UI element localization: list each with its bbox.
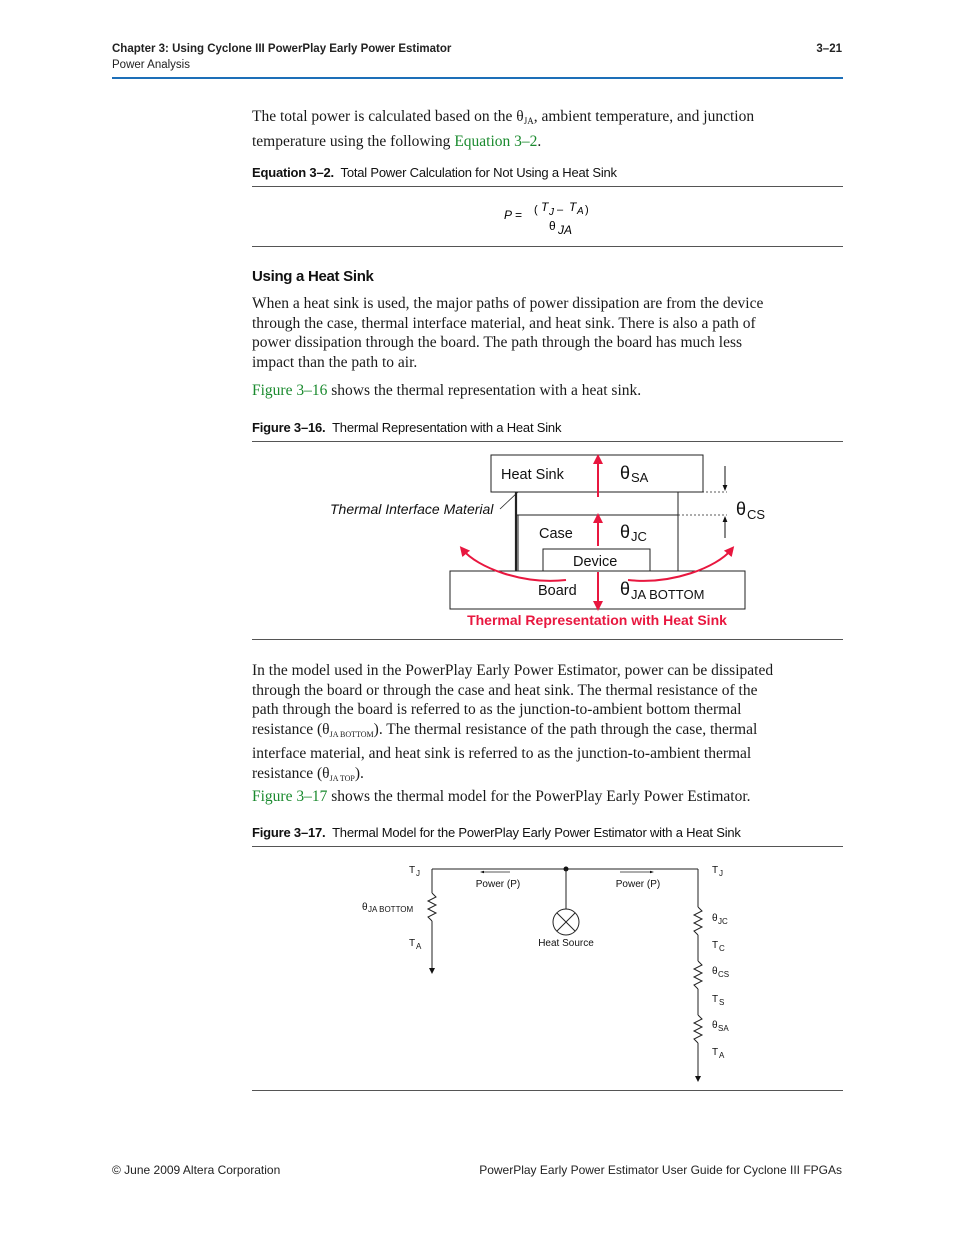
theta-jc-sub: JC	[631, 529, 647, 544]
theta-jc-symbol: θ	[620, 522, 631, 542]
page-number: 3–21	[816, 43, 842, 55]
heat-source-label: Heat Source	[538, 938, 594, 949]
figure16-diagram	[252, 442, 852, 640]
left-ta-t: T	[409, 938, 416, 949]
eq-open: (	[534, 204, 538, 216]
equation-formula	[490, 193, 610, 243]
eq-tj-sub: J	[549, 207, 554, 218]
tc-sub: C	[719, 944, 725, 953]
eq-den-sub: JA	[558, 223, 573, 237]
theta-ja-bottom-sub: JA BOTTOM	[631, 587, 705, 602]
tim-label: Thermal Interface Material	[330, 501, 494, 517]
power-left-label: Power (P)	[475, 879, 521, 890]
footer-left: © June 2009 Altera Corporation	[112, 1163, 281, 1177]
device-label: Device	[573, 554, 618, 570]
board-label: Board	[538, 583, 577, 599]
left-tj-t: T	[409, 865, 416, 876]
ts-t: T	[712, 994, 719, 1005]
figure16-link[interactable]: Figure 3–16	[252, 382, 328, 399]
eq-den-theta: θ	[549, 219, 556, 233]
case-label: Case	[539, 526, 573, 542]
theta-sa-sub: SA	[718, 1024, 729, 1033]
eq-tj: T	[541, 200, 549, 214]
theta-cs-sub: CS	[718, 970, 730, 979]
eq-lhs: P =	[504, 208, 522, 222]
theta-ja-bottom-symbol: θ	[620, 579, 631, 599]
model-paragraph: In the model used in the PowerPlay Early Power Estimator, power can be dissipated through the board or through the case and heat sink. The thermal resistance of the path through the board is referred to as the junction-to-ambient bottom thermal resistance $(\theta_{JA BOTTOM})$. The thermal resistance of the path through the case, thermal interface material, and heat sink is referred to as the junction-to-ambient thermal resistance $(\theta_{JA TOP})$.	[252, 662, 774, 783]
theta-sa-symbol: θ	[620, 463, 631, 483]
theta-cs-symbol: θ	[736, 499, 747, 519]
equation-bottom-rule	[252, 246, 843, 247]
theta-jc-symbol: θ	[712, 913, 718, 924]
figure17-bottom-rule	[252, 1090, 843, 1091]
footer-right: PowerPlay Early Power Estimator User Guide for Cyclone III FPGAs	[479, 1163, 842, 1177]
eq-ta: T	[569, 200, 577, 214]
eq-minus: –	[557, 204, 564, 216]
figure16-inner-caption: Thermal Representation with Heat Sink	[467, 612, 727, 628]
equation-top-rule	[252, 186, 843, 187]
figure17-caption: Figure 3–17. Thermal Model for the PowerPlay Early Power Estimator with a Heat Sink	[252, 825, 741, 840]
theta-ja-bottom-sub: JA BOTTOM	[368, 905, 414, 914]
left-tj-sub: J	[416, 869, 420, 878]
right-tj-t: T	[712, 865, 719, 876]
right-ta-sub: A	[719, 1051, 725, 1060]
figure17-diagram	[252, 847, 852, 1090]
theta-cs-sub: CS	[747, 507, 766, 522]
eq-ta-sub: A	[577, 206, 584, 217]
heat-sink-paragraph: When a heat sink is used, the major paths of power dissipation are from the device through the case, thermal interface material, and heat sink. There is also a path of power dissipation through the board. The path through the board has much less impact than the path to air.	[252, 295, 764, 371]
resistor-jc	[694, 907, 702, 935]
ts-sub: S	[719, 998, 725, 1007]
equation-link[interactable]: Equation 3–2	[454, 132, 538, 150]
section-heading: Using a Heat Sink	[252, 268, 374, 285]
figure16-caption: Figure 3–16. Thermal Representation with a Heat Sink	[252, 420, 562, 435]
resistor-ja-bottom	[428, 893, 436, 921]
right-ta-t: T	[712, 1047, 719, 1058]
tc-t: T	[712, 940, 719, 951]
equation-caption: Equation 3–2. Total Power Calculation for Not Using a Heat Sink	[252, 165, 617, 180]
theta-sa-symbol: θ	[712, 1020, 718, 1031]
left-ta-sub: A	[416, 942, 422, 951]
resistor-sa	[694, 1015, 702, 1043]
intro-paragraph: The total power is calculated based on the $\theta_{JA}$, ambient temperature, and junction temperature using the following Equation 3–2.	[252, 108, 755, 150]
figure16-bottom-rule	[252, 639, 843, 640]
power-right-label: Power (P)	[615, 879, 661, 890]
figure17-link[interactable]: Figure 3–17	[252, 788, 328, 805]
header-rule	[112, 77, 843, 79]
running-header-chapter: Chapter 3: Using Cyclone III PowerPlay Early Power Estimator	[112, 43, 452, 55]
figure17-reference: Figure 3–17 shows the thermal model for the PowerPlay Early Power Estimator.	[252, 788, 751, 805]
eq-close: )	[585, 204, 589, 216]
theta-cs-symbol: θ	[712, 966, 718, 977]
theta-sa-sub: SA	[631, 470, 649, 485]
theta-ja-bottom-symbol: θ	[362, 902, 368, 913]
heat-sink-label: Heat Sink	[501, 467, 564, 483]
right-tj-sub: J	[719, 869, 723, 878]
running-header-section: Power Analysis	[112, 59, 190, 71]
figure16-reference: Figure 3–16 shows the thermal representation with a heat sink.	[252, 382, 642, 399]
resistor-cs	[694, 961, 702, 989]
theta-jc-sub: JC	[718, 917, 728, 926]
